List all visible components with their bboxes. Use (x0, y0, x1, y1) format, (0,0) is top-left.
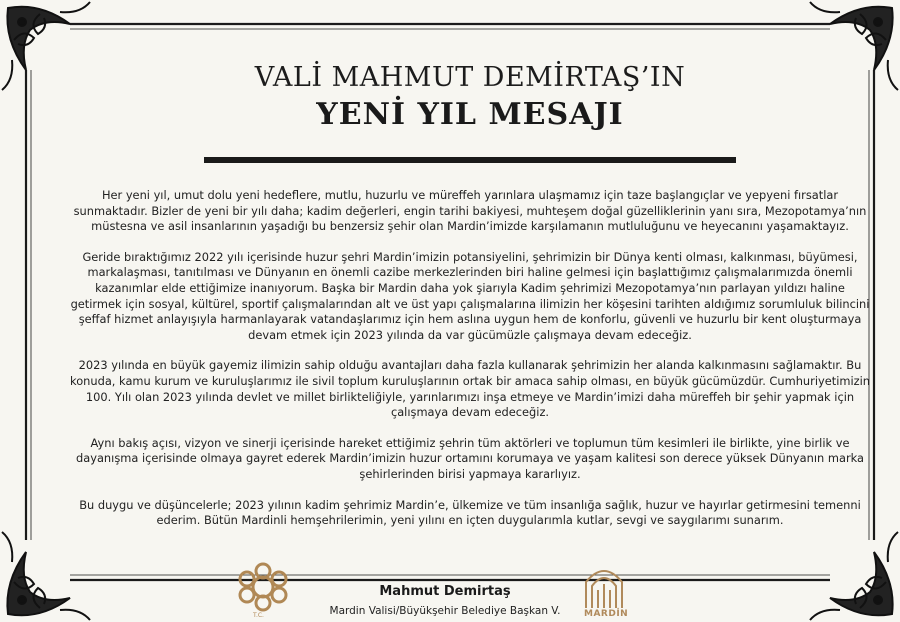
message-paragraph: Bu duygu ve düşüncelerle; 2023 yılının kadim şehrimiz Mardin’e, ülkemize ve tüm insanlığa sağlık, huzur ve hayırlar getirmesini temenni ederim. Bütün Mardinli hemşehrilerimin, yeni yılını en içten duygularımla kutlar, sevgi ve saygılarımı sunarım. (79, 497, 861, 528)
heading-underline-divider (204, 157, 736, 163)
right-logo-caption: MARDİN (584, 609, 629, 619)
message-paragraph: Geride bıraktığımız 2022 yılı içerisinde huzur şehri Mardin’imizin potansiyelini, şehrimizin bir Dünya kenti olması, kalkınması, büyümesi, markalaşması, tanıtılması ve Dünyanın en önemli cazibe merkezlerinden biri haline gelmesi için başlattığımız çalışmalarımızda önemli kazanımlar elde ettiğimize inanıyorum. Başka bir Mardin daha yok şiarıyla Kadim şehrimizi Mezopotamya’nın parlayan yıldızı haline getirmek için sosyal, kültürel, sportif çalışmalarından alt ve üst yapı çalışmalarına ilimizin her köşesini tarihten aldığımız sorumluluk bilincini şeffaf hizmet anlayışıyla harmanlayarak vatandaşlarımız için hem aslına uygun hem de konforlu, güvenli ve huzurlu bir kent oluşturmaya devam etmek için 2023 yılında da var gücümüzle çalışmaya devam edeceğiz. (70, 249, 870, 342)
governorship-star-logo-icon (234, 560, 292, 614)
ornamental-corner-icon (2, 532, 90, 620)
left-logo-caption: T.C. (253, 612, 264, 619)
signatory-name: Mahmut Demirtaş (379, 584, 511, 599)
message-paragraph: Aynı bakış açısı, vizyon ve sinerji içerisinde hareket ettiğimiz şehrin tüm aktörleri ve toplumun tüm kesimleri ile birlikte, yine birlik ve dayanışma içerisinde olmaya gayret ederek Mardin’imizin huzur ortamını korumaya ve yaşam kalitesi son derece yüksek Dünyanın marka şehirlerinden birisi yapmaya kararlıyız. (76, 435, 864, 481)
message-paragraph: 2023 yılında en büyük gayemiz ilimizin sahip olduğu avantajları daha fazla kullanarak şehrimizin her alanda kalkınmasını sağlamaktır. Bu konuda, kamu kurum ve kuruluşlarımız ile sivil toplum kuruluşlarının ortak bir amaca sahip olması, en büyük gücümüzdür. Cumhuriyetimizin 100. Yılı olan 2023 yılında devlet ve millet birlikteliğiyle, yarınlarımızı inşa etmeye ve Mardin’imizi daha müreffeh bir şehir yapmak için çalışmaya devam edeceğiz. (70, 358, 870, 420)
ornamental-corner-icon (810, 532, 898, 620)
signatory-title: Mardin Valisi/Büyükşehir Belediye Başkan V. (329, 605, 561, 617)
message-heading (0, 62, 900, 132)
message-body (70, 188, 870, 544)
heading-governor-name: VALİ MAHMUT DEMİRTAŞ’IN (254, 62, 686, 93)
mardin-municipality-logo-icon (580, 562, 628, 610)
signature-block (300, 584, 590, 617)
heading-new-year-message: YENİ YIL MESAJI (316, 97, 624, 132)
message-paragraph: Her yeni yıl, umut dolu yeni hedeflere, mutlu, huzurlu ve müreffeh yarınlara ulaşmamız için taze başlangıçlar ve yepyeni fırsatlar sunmaktadır. Bizler de yeni bir yılı daha; kadim değerleri, engin tarihi bakiyesi, muhteşem doğal güzelliklerinin yanı sıra, Mezopotamya’nın müstesna ve asil insanlarının yaşadığı bu benzersiz şehir olan Mardin’imizde karşılamanın mutluluğunu ve heyecanını yaşamaktayız. (73, 188, 867, 234)
